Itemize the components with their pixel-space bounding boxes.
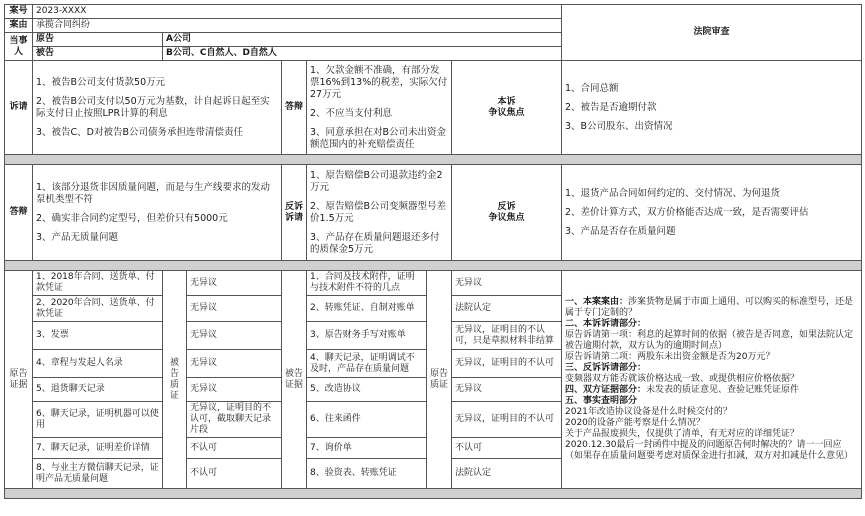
plaintiff-label: 原告 [33, 33, 163, 47]
note-heading: 五、事实查明部分 [565, 396, 638, 406]
counter-answers-cell [33, 165, 282, 261]
claim-item: 1、被告B公司支付货款50万元 [36, 76, 166, 88]
plaintiff-review-item: 法院认定 [452, 296, 562, 322]
defendant-evidence-item: 8、验资表、转账凭证 [307, 459, 427, 489]
claims-label: 诉请 [5, 61, 33, 155]
counter-answer-item: 3、产品无质量问题 [36, 231, 119, 243]
note-text: 涉案货物是属于市面上通用、可以购买的标准型号，还是属于专门定制的？ [565, 297, 854, 318]
counterclaim-item: 2、原告赔偿B公司变频器型号差价1.5万元 [310, 200, 447, 224]
plaintiff-review-item: 无异议，证明目的不认可 [452, 350, 562, 378]
defendant-value: B公司、C自然人、D自然人 [163, 47, 562, 61]
separator-row [5, 155, 862, 165]
plaintiff-evidence-item: 1、2018年合同、送货单、付款凭证 [33, 271, 163, 296]
focus-label-line: 本诉 [497, 96, 516, 107]
answer-label: 答辩 [282, 61, 307, 155]
plaintiff-evidence-item: 8、与业主方微信聊天记录，证明产品无质量问题 [33, 459, 163, 489]
focus-label-line: 反诉 [497, 201, 516, 212]
counterclaim-label-line: 反诉 [285, 201, 304, 212]
defendant-review-item: 无异议 [187, 350, 282, 378]
defendant-review-item: 无异议 [187, 322, 282, 350]
counter-answer-label: 答辩 [5, 165, 33, 261]
focus-item: 1、退货产品合同如何约定的、交付情况、为何退货 [565, 187, 781, 199]
plaintiff-review-label: 原告质证 [427, 271, 452, 489]
note-text: 原告诉请第一项：利息的起算时间的依据（被告是否同意，如果法院认定被告逾期付款，双方认为的逾期时间点） [565, 330, 854, 351]
note-text: 2020.12.30最后一封函件中提及的问题原告何时解决的？请一一回应（如果存在质量问题要考虑对质保金进行扣减，双方对扣减是什么意见） [565, 440, 854, 461]
defendant-review-item: 无异议 [187, 378, 282, 402]
plaintiff-value: A公司 [163, 33, 562, 47]
plaintiff-evidence-label: 原告证据 [5, 271, 33, 489]
case-no-value: 2023-XXXX [33, 5, 562, 19]
plaintiff-review-item: 无异议 [452, 378, 562, 402]
defendant-review-item: 不认可 [187, 438, 282, 459]
defendant-review-label: 被告质证 [163, 271, 187, 489]
note-line [565, 407, 858, 418]
claims-cell [33, 61, 282, 155]
claim-item: 3、被告C、D对被告B公司债务承担连带清偿责任 [36, 126, 244, 138]
note-line [565, 363, 858, 374]
counterclaim-item: 1、原告赔偿B公司退款违约金2万元 [310, 169, 443, 193]
separator-row [5, 261, 862, 271]
counterclaim-label [282, 165, 307, 261]
party-label: 当事人 [5, 33, 33, 61]
claims-focus-cell [562, 61, 862, 155]
defendant-evidence-label: 被告证据 [282, 271, 307, 489]
focus-label-line: 争议焦点 [488, 107, 525, 118]
separator-row [5, 489, 862, 499]
note-line [565, 319, 858, 330]
defendant-evidence-item: 3、原告财务手写对账单 [307, 322, 427, 350]
case-cause-label: 案由 [5, 19, 33, 33]
note-line [565, 297, 858, 319]
defendant-evidence-item: 1、合同及技术附件，证明与技术附件不符的几点 [307, 271, 427, 296]
note-line [565, 352, 858, 363]
answer-item: 1、欠款金额不准确，有部分发票16%到13%的税差，实际欠付27万元 [310, 64, 448, 100]
defendant-review-item: 无异议 [187, 271, 282, 296]
defendant-evidence-item: 7、询价单 [307, 438, 427, 459]
counter-focus-cell [562, 165, 862, 261]
court-review-heading: 法院审查 [562, 5, 862, 61]
counter-answer-item: 1、该部分退货非因质量问题，而是与生产线要求的发动泵机类型不符 [36, 181, 271, 205]
plaintiff-review-item: 无异议，证明目的不认可 [452, 402, 562, 438]
note-text: 原告诉请第二项：两股东未出资金额是否为20万元？ [565, 352, 775, 362]
plaintiff-evidence-item: 7、聊天记录，证明差价详情 [33, 438, 163, 459]
answers-cell [307, 61, 452, 155]
plaintiff-evidence-item: 5、退货聊天记录 [33, 378, 163, 402]
plaintiff-review-item: 无异议 [452, 271, 562, 296]
note-text: 未发表的质证意见、查验记账凭证原件 [646, 385, 800, 395]
defendant-review-item: 不认可 [187, 459, 282, 489]
plaintiff-review-item: 法院认定 [452, 459, 562, 489]
case-cause-value: 承揽合同纠纷 [33, 19, 562, 33]
note-line [565, 418, 858, 429]
defendant-evidence-item: 5、改造协议 [307, 378, 427, 402]
focus-item: 3、产品是否存在质量问题 [565, 225, 676, 237]
note-line [565, 440, 858, 462]
focus-item: 1、合同总额 [565, 82, 619, 94]
plaintiff-review-item: 不认可 [452, 438, 562, 459]
focus-item: 2、差价计算方式，双方价格能否达成一致，是否需要评估 [565, 206, 809, 218]
counter-answer-item: 2、确实非合同约定型号，但差价只有5000元 [36, 212, 228, 224]
counterclaim-item: 3、产品存在质量问题退还多付的质保金5万元 [310, 231, 440, 255]
note-line [565, 429, 858, 440]
answer-item: 3、同意承担在对B公司未出资金额范围内的补充赔偿责任 [310, 126, 447, 150]
note-text: 2020的设备产能考察是什么情况？ [565, 418, 705, 428]
focus-item: 2、被告是否逾期付款 [565, 101, 657, 113]
counterclaim-label-line: 诉请 [285, 212, 304, 223]
focus-item: 3、B公司股东、出资情况 [565, 120, 673, 132]
case-no-label: 案号 [5, 5, 33, 19]
defendant-review-item: 无异议 [187, 296, 282, 322]
note-text: 变频器双方能否就该价格达成一致、或提供相应价格依据？ [565, 374, 800, 384]
note-line [565, 396, 858, 407]
note-heading: 四、双方证据部分： [565, 385, 647, 395]
note-heading: 一、本案案由： [565, 297, 629, 307]
plaintiff-evidence-item: 4、章程与发起人名录 [33, 350, 163, 378]
counterclaims-cell [307, 165, 452, 261]
note-text: 2021年改造协议设备是什么时候交付的？ [565, 407, 732, 417]
defendant-label: 被告 [33, 47, 163, 61]
counter-focus-label [452, 165, 562, 261]
defendant-evidence-item: 2、转账凭证、自制对账单 [307, 296, 427, 322]
note-heading: 三、反诉诉请部分： [565, 363, 647, 373]
defendant-evidence-item: 6、往来函件 [307, 402, 427, 438]
plaintiff-evidence-item: 2、2020年合同、送货单、付款凭证 [33, 296, 163, 322]
plaintiff-review-item: 无异议，证明目的不认可，只是草拟材料非结算 [452, 322, 562, 350]
court-review-notes [562, 271, 862, 489]
note-line [565, 385, 858, 396]
claim-item: 2、被告B公司支付以50万元为基数，计自起诉日起至实际支付日止按照LPR计算的利息 [36, 95, 270, 119]
note-line [565, 374, 858, 385]
note-line [565, 330, 858, 352]
answer-item: 2、不应当支付利息 [310, 107, 393, 119]
focus-label-line: 争议焦点 [488, 212, 525, 223]
claims-focus-label [452, 61, 562, 155]
case-table [4, 4, 862, 499]
defendant-review-item: 无异议，证明目的不认可，截取聊天记录片段 [187, 402, 282, 438]
defendant-evidence-item: 4、聊天记录，证明调试不及时，产品存在质量问题 [307, 350, 427, 378]
note-text: 关于产品报废损失，仅提供了清单，有无对应的详细凭证？ [565, 429, 800, 439]
plaintiff-evidence-item: 6、聊天记录，证明机器可以使用 [33, 402, 163, 438]
note-heading: 二、本诉诉请部分： [565, 319, 647, 329]
plaintiff-evidence-item: 3、发票 [33, 322, 163, 350]
